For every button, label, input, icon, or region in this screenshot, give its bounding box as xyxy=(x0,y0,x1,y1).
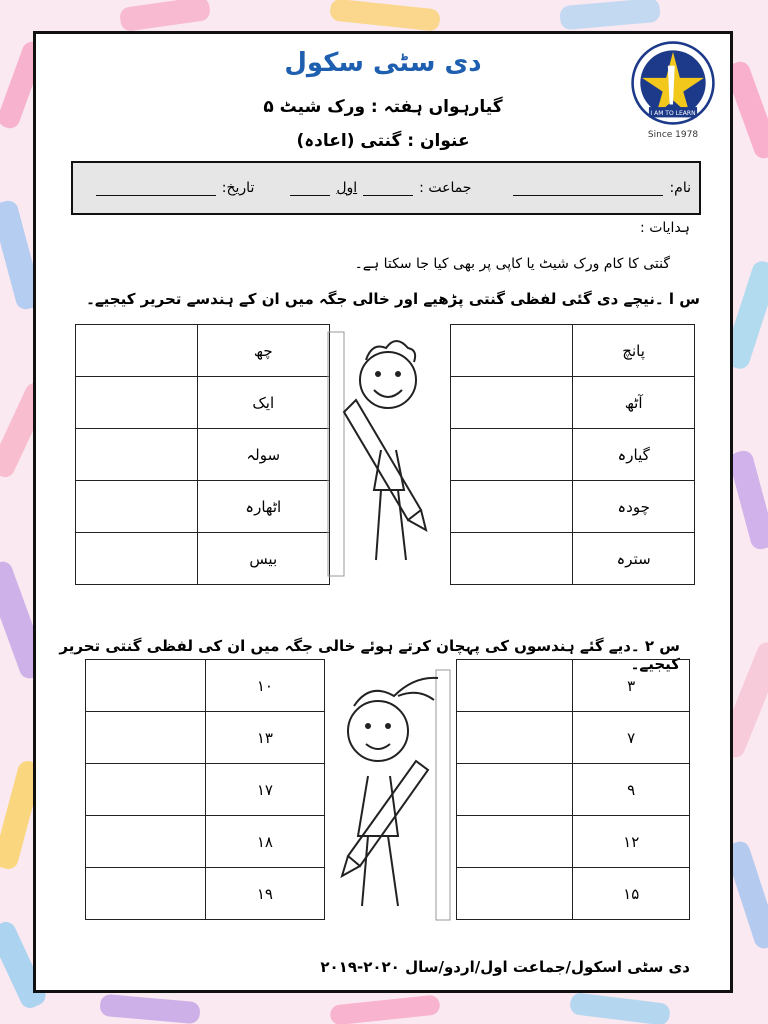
boy-with-pencil-illustration xyxy=(326,330,436,580)
q1-left-word: ایک xyxy=(197,377,329,429)
school-logo xyxy=(630,40,716,140)
name-label: نام: xyxy=(669,180,691,196)
q2-left-answer[interactable] xyxy=(86,712,206,764)
q1-left-answer[interactable] xyxy=(76,325,198,377)
q2-right-answer[interactable] xyxy=(456,712,573,764)
student-info-box xyxy=(71,161,701,215)
q1-left-answer[interactable] xyxy=(76,377,198,429)
q2-left-number: ۱۹ xyxy=(205,868,325,920)
name-blank[interactable] xyxy=(513,181,663,196)
q1-right-answer[interactable] xyxy=(451,325,573,377)
girl-with-pencil-illustration xyxy=(328,666,454,924)
q2-left-number: ۱۸ xyxy=(205,816,325,868)
week-line: گیارہواں ہفتہ : ورک شیٹ ۵ xyxy=(263,97,503,117)
q1-left-answer[interactable] xyxy=(76,481,198,533)
q2-right-number: ۹ xyxy=(573,764,690,816)
q1-left-word: بیس xyxy=(197,533,329,585)
q2-left-answer[interactable] xyxy=(86,868,206,920)
q1-right-word: آٹھ xyxy=(573,377,695,429)
q1-left-word: اٹھارہ xyxy=(197,481,329,533)
worksheet xyxy=(33,31,733,993)
logo-since: Since 1978 xyxy=(647,130,699,140)
q2-prompt: س ۲ ۔دیے گئے ہندسوں کی پہچان کرتے ہوئے خالی جگہ میں ان کی لفظی گنتی تحریر کیجیے۔ xyxy=(59,637,680,673)
topic-line: عنوان : گنتی (اعادہ) xyxy=(296,131,470,151)
q2-left-answer[interactable] xyxy=(86,660,206,712)
q2-right-number: ۱۵ xyxy=(573,868,690,920)
q1-right-answer[interactable] xyxy=(451,481,573,533)
q1-left-answer[interactable] xyxy=(76,533,198,585)
q1-prompt: س ا ۔نیچے دی گئی لفظی گنتی پڑھیے اور خالی جگہ میں ان کے ہندسے تحریر کیجیے۔ xyxy=(86,290,700,308)
q2-right-number: ۱۲ xyxy=(573,816,690,868)
q1-right-word: سترہ xyxy=(573,533,695,585)
q1-right-answer[interactable] xyxy=(451,533,573,585)
q1-left-answer[interactable] xyxy=(76,429,198,481)
q1-left-word: چھ xyxy=(197,325,329,377)
q1-left-word: سولہ xyxy=(197,429,329,481)
footer-text: دی سٹی اسکول/جماعت اول/اردو/سال ۲۰۲۰-۲۰۱۹ xyxy=(320,958,690,976)
instructions-line1: گنتی کا کام ورک شیٹ یا کاپی پر بھی کیا جا سکتا ہے۔ xyxy=(354,256,670,272)
q2-left-answer[interactable] xyxy=(86,816,206,868)
q2-right-number: ۷ xyxy=(573,712,690,764)
date-label: تاریخ: xyxy=(221,180,255,196)
q2-left-number: ۱۷ xyxy=(205,764,325,816)
q1-right-answer[interactable] xyxy=(451,377,573,429)
q2-left-number: ۱۰ xyxy=(205,660,325,712)
q2-right-answer[interactable] xyxy=(456,868,573,920)
class-label: جماعت : xyxy=(419,180,472,196)
school-title: دی سٹی سکول xyxy=(284,48,482,78)
q1-right-answer[interactable] xyxy=(451,429,573,481)
q2-left-answer[interactable] xyxy=(86,764,206,816)
q2-left-number: ۱۳ xyxy=(205,712,325,764)
q1-right-word: گیارہ xyxy=(573,429,695,481)
q2-right-answer[interactable] xyxy=(456,764,573,816)
date-blank[interactable] xyxy=(96,181,216,196)
q2-right-answer[interactable] xyxy=(456,816,573,868)
q1-right-word: چودہ xyxy=(573,481,695,533)
q2-right-answer[interactable] xyxy=(456,660,573,712)
class-value: اول xyxy=(336,180,358,196)
logo-motto: I AM TO LEARN xyxy=(650,109,696,117)
q2-right-number: ۳ xyxy=(573,660,690,712)
instructions-label: ہدایات : xyxy=(640,220,690,236)
q1-right-word: پانچ xyxy=(573,325,695,377)
